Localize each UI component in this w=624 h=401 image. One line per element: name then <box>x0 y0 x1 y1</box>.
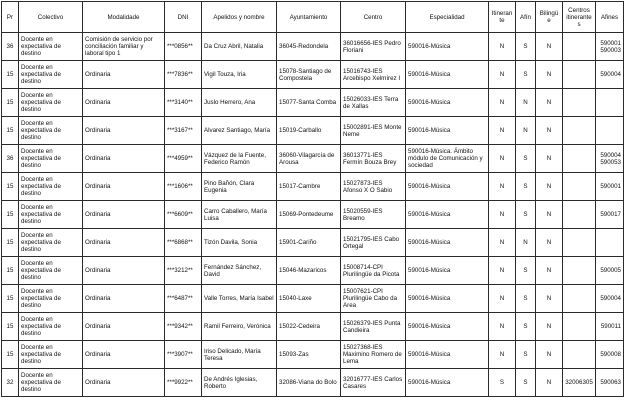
cell-ayuntamiento: 36045-Redondela <box>277 33 341 61</box>
cell-ayuntamiento: 15093-Zas <box>277 341 341 369</box>
header-dni: DNI <box>165 2 202 33</box>
cell-dni: ***6868** <box>165 229 202 257</box>
cell-colectivo: Docente en expectativa de destino <box>19 313 83 341</box>
cell-dni: ***3907** <box>165 341 202 369</box>
cell-afines: 590017 <box>596 201 624 229</box>
cell-bilingue: N <box>536 61 563 89</box>
cell-itinerante: N <box>489 173 516 201</box>
cell-centros-itinerantes <box>563 89 596 117</box>
cell-name: De Andrés Iglesias, Roberto <box>202 369 277 397</box>
cell-modalidade: Ordinaria <box>83 229 165 257</box>
cell-dni: ***3212** <box>165 257 202 285</box>
cell-modalidade: Ordinaria <box>83 61 165 89</box>
cell-afin: S <box>516 257 536 285</box>
cell-modalidade: Ordinaria <box>83 201 165 229</box>
cell-modalidade: Ordinaria <box>83 89 165 117</box>
cell-centros-itinerantes <box>563 61 596 89</box>
table-row <box>2 257 624 285</box>
cell-afin: S <box>516 145 536 173</box>
cell-colectivo: Docente en expectativa de destino <box>19 285 83 313</box>
cell-pr: 15 <box>2 285 19 313</box>
cell-afin: N <box>516 117 536 145</box>
cell-itinerante: N <box>489 229 516 257</box>
cell-afin: S <box>516 201 536 229</box>
cell-especialidad: 590016-Música <box>406 229 489 257</box>
assignments-table <box>1 1 624 397</box>
cell-afin: S <box>516 313 536 341</box>
table-row <box>2 145 624 173</box>
cell-colectivo: Docente en expectativa de destino <box>19 201 83 229</box>
cell-centros-itinerantes <box>563 33 596 61</box>
cell-dni: ***6609** <box>165 201 202 229</box>
cell-ayuntamiento: 32086-Viana do Bolo <box>277 369 341 397</box>
cell-centro: 15021795-IES Cabo Ortegal <box>341 229 406 257</box>
cell-centros-itinerantes <box>563 341 596 369</box>
cell-name: Fernández Sánchez, David <box>202 257 277 285</box>
cell-dni: ***0856** <box>165 33 202 61</box>
cell-modalidade: Ordinaria <box>83 145 165 173</box>
table-row <box>2 61 624 89</box>
cell-modalidade: Comisión de servicio por conciliación familiar y laboral tipo 1 <box>83 33 165 61</box>
cell-centros-itinerantes <box>563 117 596 145</box>
cell-centros-itinerantes <box>563 313 596 341</box>
cell-centros-itinerantes <box>563 201 596 229</box>
cell-pr: 15 <box>2 229 19 257</box>
cell-pr: 15 <box>2 341 19 369</box>
cell-dni: ***9342** <box>165 313 202 341</box>
cell-centros-itinerantes: 32006305 <box>563 369 596 397</box>
cell-ayuntamiento: 15019-Carballo <box>277 117 341 145</box>
cell-afines: 590004 <box>596 61 624 89</box>
header-afin: Afín <box>516 2 536 33</box>
cell-especialidad: 590016-Música <box>406 285 489 313</box>
cell-dni: ***9922** <box>165 369 202 397</box>
cell-pr: 36 <box>2 145 19 173</box>
cell-especialidad: 590016-Música <box>406 33 489 61</box>
table-body <box>2 33 624 397</box>
cell-centros-itinerantes <box>563 173 596 201</box>
cell-afines: 590001 590003 <box>596 33 624 61</box>
cell-bilingue: N <box>536 89 563 117</box>
cell-pr: 15 <box>2 201 19 229</box>
cell-especialidad: 590016-Música <box>406 201 489 229</box>
cell-name: Carro Caballero, María Luisa <box>202 201 277 229</box>
cell-ayuntamiento: 15017-Cambre <box>277 173 341 201</box>
cell-centro: 36013771-IES Fermín Bouza Brey <box>341 145 406 173</box>
table-row <box>2 369 624 397</box>
cell-ayuntamiento: 15040-Laxe <box>277 285 341 313</box>
cell-name: Pino Bañón, Clara Eugenia <box>202 173 277 201</box>
cell-bilingue: N <box>536 313 563 341</box>
cell-itinerante: N <box>489 33 516 61</box>
cell-bilingue: N <box>536 369 563 397</box>
cell-ayuntamiento: 15901-Cariño <box>277 229 341 257</box>
cell-centro: 15016743-IES Arcebispo Xelmírez I <box>341 61 406 89</box>
cell-afines: 590063 <box>596 369 624 397</box>
cell-centros-itinerantes <box>563 145 596 173</box>
header-centro: Centro <box>341 2 406 33</box>
cell-modalidade: Ordinaria <box>83 341 165 369</box>
cell-name: Vázquez de la Fuente, Federico Ramón <box>202 145 277 173</box>
cell-pr: 15 <box>2 257 19 285</box>
cell-itinerante: S <box>489 369 516 397</box>
cell-itinerante: N <box>489 61 516 89</box>
cell-name: Da Cruz Abril, Natalia <box>202 33 277 61</box>
cell-especialidad: 590016-Música <box>406 313 489 341</box>
cell-modalidade: Ordinaria <box>83 173 165 201</box>
cell-bilingue: N <box>536 229 563 257</box>
cell-itinerante: N <box>489 201 516 229</box>
cell-itinerante: N <box>489 117 516 145</box>
cell-afin: N <box>516 89 536 117</box>
cell-afines <box>596 117 624 145</box>
cell-name: Valle Torres, María Isabel <box>202 285 277 313</box>
cell-colectivo: Docente en expectativa de destino <box>19 117 83 145</box>
cell-centro: 15027368-IES Maximino Romero de Lema <box>341 341 406 369</box>
cell-afines <box>596 229 624 257</box>
cell-bilingue: N <box>536 341 563 369</box>
cell-name: Tizón Davila, Sonia <box>202 229 277 257</box>
cell-bilingue: N <box>536 173 563 201</box>
cell-afines <box>596 89 624 117</box>
header-colectivo: Colectivo <box>19 2 83 33</box>
cell-centro: 32016777-IES Carlos Casares <box>341 369 406 397</box>
cell-ayuntamiento: 15077-Santa Comba <box>277 89 341 117</box>
cell-colectivo: Docente en expectativa de destino <box>19 369 83 397</box>
cell-bilingue: N <box>536 285 563 313</box>
cell-afines: 590005 <box>596 257 624 285</box>
cell-colectivo: Docente en expectativa de destino <box>19 33 83 61</box>
cell-modalidade: Ordinaria <box>83 313 165 341</box>
cell-pr: 36 <box>2 33 19 61</box>
cell-ayuntamiento: 15078-Santiago de Compostela <box>277 61 341 89</box>
cell-afines: 590004 590053 <box>596 145 624 173</box>
cell-name: Ramil Ferreiro, Verónica <box>202 313 277 341</box>
cell-colectivo: Docente en expectativa de destino <box>19 229 83 257</box>
table-row <box>2 313 624 341</box>
cell-afines: 590011 <box>596 313 624 341</box>
cell-especialidad: 590016-Música <box>406 369 489 397</box>
cell-ayuntamiento: 15069-Pontedeume <box>277 201 341 229</box>
cell-bilingue: N <box>536 145 563 173</box>
cell-bilingue: N <box>536 257 563 285</box>
cell-ayuntamiento: 36060-Vilagarcía de Arousa <box>277 145 341 173</box>
cell-centro: 15008714-CPI Plurilingüe da Picota <box>341 257 406 285</box>
cell-centros-itinerantes <box>563 285 596 313</box>
cell-itinerante: N <box>489 257 516 285</box>
cell-itinerante: N <box>489 89 516 117</box>
cell-centros-itinerantes <box>563 229 596 257</box>
cell-especialidad: 590016-Música <box>406 173 489 201</box>
header-modalidade: Modalidade <box>83 2 165 33</box>
cell-ayuntamiento: 15046-Mazaricos <box>277 257 341 285</box>
cell-pr: 15 <box>2 117 19 145</box>
cell-afines: 590001 <box>596 173 624 201</box>
cell-afin: N <box>516 229 536 257</box>
cell-colectivo: Docente en expectativa de destino <box>19 89 83 117</box>
cell-name: Juslo Herrero, Ana <box>202 89 277 117</box>
header-bilingue: Bilingüe <box>536 2 563 33</box>
cell-pr: 15 <box>2 61 19 89</box>
header-row <box>2 2 624 33</box>
table-row <box>2 341 624 369</box>
table-row <box>2 117 624 145</box>
cell-colectivo: Docente en expectativa de destino <box>19 173 83 201</box>
cell-colectivo: Docente en expectativa de destino <box>19 145 83 173</box>
header-especialidad: Especialidad <box>406 2 489 33</box>
header-pr: Pr <box>2 2 19 33</box>
cell-colectivo: Docente en expectativa de destino <box>19 61 83 89</box>
cell-bilingue: N <box>536 33 563 61</box>
cell-modalidade: Ordinaria <box>83 285 165 313</box>
cell-name: Alvarez Santiago, María <box>202 117 277 145</box>
cell-bilingue: N <box>536 117 563 145</box>
header-afines: Afines <box>596 2 624 33</box>
cell-centro: 15026033-IES Terra de Xallas <box>341 89 406 117</box>
cell-afin: S <box>516 285 536 313</box>
cell-centro: 15027873-IES Afonso X O Sabio <box>341 173 406 201</box>
header-name: Apelidos y nombre <box>202 2 277 33</box>
cell-name: Iriso Delicado, María Teresa <box>202 341 277 369</box>
table-row <box>2 173 624 201</box>
cell-dni: ***3167** <box>165 117 202 145</box>
cell-afines: 590008 <box>596 341 624 369</box>
cell-especialidad: 590016-Música <box>406 61 489 89</box>
cell-centro: 15007621-CPI Plurilingüe Cabo da Area <box>341 285 406 313</box>
cell-centro: 36016656-IES Pedro Floriani <box>341 33 406 61</box>
cell-itinerante: N <box>489 285 516 313</box>
cell-itinerante: N <box>489 313 516 341</box>
table-row <box>2 201 624 229</box>
cell-centro: 15026379-IES Punta Candieira <box>341 313 406 341</box>
cell-name: Vigil Touza, Iria <box>202 61 277 89</box>
table-row <box>2 229 624 257</box>
cell-afin: S <box>516 33 536 61</box>
cell-afin: S <box>516 173 536 201</box>
cell-itinerante: N <box>489 341 516 369</box>
cell-especialidad: 590016-Música <box>406 89 489 117</box>
cell-modalidade: Ordinaria <box>83 369 165 397</box>
cell-afines: 590004 <box>596 285 624 313</box>
cell-modalidade: Ordinaria <box>83 117 165 145</box>
cell-centros-itinerantes <box>563 257 596 285</box>
cell-pr: 15 <box>2 89 19 117</box>
cell-especialidad: 590016-Música <box>406 117 489 145</box>
cell-afin: S <box>516 61 536 89</box>
table-row <box>2 285 624 313</box>
cell-modalidade: Ordinaria <box>83 257 165 285</box>
cell-dni: ***3140** <box>165 89 202 117</box>
cell-bilingue: N <box>536 201 563 229</box>
header-itinerante: Itinerante <box>489 2 516 33</box>
cell-pr: 15 <box>2 313 19 341</box>
cell-centro: 15020559-IES Breamo <box>341 201 406 229</box>
cell-ayuntamiento: 15022-Cedeira <box>277 313 341 341</box>
header-centros-itinerantes: Centros itinerantes <box>563 2 596 33</box>
cell-especialidad: 590016-Música <box>406 341 489 369</box>
table-row <box>2 89 624 117</box>
cell-afin: S <box>516 369 536 397</box>
cell-afin: S <box>516 341 536 369</box>
cell-colectivo: Docente en expectativa de destino <box>19 257 83 285</box>
cell-pr: 32 <box>2 369 19 397</box>
cell-dni: ***7836** <box>165 61 202 89</box>
cell-centro: 15002891-IES Monte Neme <box>341 117 406 145</box>
cell-especialidad: 590016-Música. Ámbito módulo de Comunicación y sociedad <box>406 145 489 173</box>
cell-dni: ***6487** <box>165 285 202 313</box>
cell-pr: 15 <box>2 173 19 201</box>
cell-dni: ***1606** <box>165 173 202 201</box>
cell-dni: ***4959** <box>165 145 202 173</box>
cell-itinerante: N <box>489 145 516 173</box>
header-ayuntamiento: Ayuntamiento <box>277 2 341 33</box>
cell-colectivo: Docente en expectativa de destino <box>19 341 83 369</box>
table-row <box>2 33 624 61</box>
cell-especialidad: 590016-Música <box>406 257 489 285</box>
